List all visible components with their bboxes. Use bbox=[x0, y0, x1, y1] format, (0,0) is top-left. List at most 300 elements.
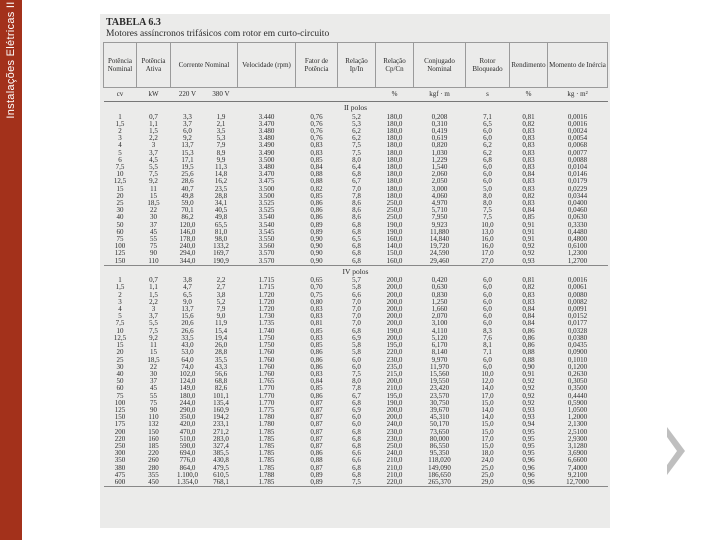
table-cell: 6,5 bbox=[352, 234, 361, 243]
table-cell: 200,0 bbox=[386, 290, 403, 299]
table-cell: 3.500 bbox=[258, 191, 275, 200]
table-cell: 0,83 bbox=[310, 305, 323, 314]
table-cell: 7,5 bbox=[115, 319, 125, 328]
table-cell: 250 bbox=[114, 441, 126, 450]
table-cell: 3.440 bbox=[258, 112, 275, 121]
unit-cell: 220 V bbox=[171, 88, 205, 102]
table-cell: 350 bbox=[114, 456, 126, 465]
table-cell: 200,0 bbox=[386, 276, 403, 285]
table-cell: 180,0 bbox=[386, 177, 403, 186]
table-cell: 294,0 bbox=[179, 249, 196, 258]
table-cell: 0,87 bbox=[310, 413, 323, 422]
table-cell: 6,8 bbox=[483, 155, 492, 164]
table-cell: 3,000 bbox=[431, 184, 448, 193]
table-cell: 0,82 bbox=[522, 119, 535, 128]
table-cell: 8,1 bbox=[483, 341, 492, 350]
table-cell: 90 bbox=[150, 249, 157, 258]
table-cell: 180,0 bbox=[179, 391, 196, 400]
table-cell: 4,7 bbox=[183, 283, 192, 292]
table-cell: 0,88 bbox=[310, 177, 323, 186]
table-cell: 0,86 bbox=[310, 206, 323, 215]
table-cell: 35,5 bbox=[214, 355, 228, 364]
table-cell: 0,830 bbox=[431, 290, 448, 299]
table-cell: 17,0 bbox=[481, 391, 494, 400]
table-cell: 6,0 bbox=[483, 290, 492, 299]
table-cell: 2,5100 bbox=[567, 427, 588, 436]
table-cell: 3,7 bbox=[149, 312, 158, 321]
table-cell: 230,0 bbox=[386, 434, 403, 443]
table-cell: 74,0 bbox=[181, 362, 194, 371]
table-cell: 1.785 bbox=[258, 427, 275, 436]
units-row bbox=[104, 88, 608, 102]
table-cell: 210,0 bbox=[386, 456, 403, 465]
table-cell: 60 bbox=[116, 227, 124, 236]
table-cell: 26,0 bbox=[214, 341, 228, 350]
table-cell: 7,1 bbox=[483, 112, 492, 121]
table-cell: 5,0 bbox=[483, 184, 492, 193]
table-cell: 6,0 bbox=[483, 134, 492, 143]
table-cell: 7,4000 bbox=[567, 463, 588, 472]
table-cell: 59,0 bbox=[181, 198, 194, 207]
table-cell: 4 bbox=[118, 141, 122, 150]
table-cell: 3,6900 bbox=[567, 449, 588, 458]
table-cell: 235,0 bbox=[386, 362, 403, 371]
table-cell: 350,0 bbox=[179, 413, 196, 422]
table-cell: 6,2 bbox=[352, 126, 361, 135]
table-cell: 0,0400 bbox=[567, 198, 588, 207]
table-cell: 0,83 bbox=[522, 134, 535, 143]
unit-cell: s bbox=[466, 88, 510, 102]
table-cell: 6,0 bbox=[483, 362, 492, 371]
table-cell: 14,840 bbox=[429, 234, 450, 243]
table-cell: 9,2100 bbox=[567, 470, 588, 479]
table-cell: 0,96 bbox=[522, 463, 535, 472]
table-cell: 0,96 bbox=[510, 479, 548, 487]
table-cell: 0,86 bbox=[310, 449, 323, 458]
column-header: Momento de Inércia bbox=[548, 43, 608, 88]
table-cell: 25 bbox=[116, 198, 124, 207]
table-cell: 0,0630 bbox=[567, 213, 588, 222]
table-cell: 180,0 bbox=[386, 134, 403, 143]
table-cell: 11 bbox=[150, 184, 157, 193]
table-cell: 1,2300 bbox=[567, 249, 588, 258]
table-cell: 0,93 bbox=[510, 258, 548, 266]
table-cell: 7,5 bbox=[483, 206, 492, 215]
table-cell: 0,83 bbox=[522, 297, 535, 306]
table-cell: 0,87 bbox=[310, 427, 323, 436]
table-cell: 15,560 bbox=[429, 369, 450, 378]
table-cell: 6,8 bbox=[352, 227, 361, 236]
table-cell: 0,0146 bbox=[567, 170, 588, 179]
table-cell: 2,1300 bbox=[567, 420, 588, 429]
table-cell: 75 bbox=[150, 398, 157, 407]
table-cell: 280 bbox=[148, 463, 159, 472]
table-cell: 9,9 bbox=[216, 155, 226, 164]
table-cell: 6,8 bbox=[352, 427, 361, 436]
table-cell: 0,0177 bbox=[567, 319, 588, 328]
unit-cell bbox=[338, 88, 376, 102]
table-cell: 0,90 bbox=[310, 242, 323, 251]
table-cell: 65,5 bbox=[214, 220, 228, 229]
table-cell: 1.780 bbox=[258, 413, 275, 422]
table-cell: 0,89 bbox=[310, 470, 323, 479]
table-cell: 7,5 bbox=[149, 170, 158, 179]
table-cell: 20 bbox=[116, 191, 124, 200]
table-cell: 0,96 bbox=[522, 470, 535, 479]
table-cell: 160,9 bbox=[213, 405, 229, 414]
table-cell: 0,83 bbox=[522, 198, 535, 207]
table-cell: 6,0 bbox=[352, 362, 361, 371]
table-cell: 30 bbox=[116, 206, 124, 215]
table-cell: 132 bbox=[148, 420, 159, 429]
table-cell: 10,0 bbox=[481, 369, 494, 378]
table-cell: 0,65 bbox=[310, 276, 323, 285]
table-cell: 1 bbox=[118, 276, 122, 285]
table-cell: 124,0 bbox=[179, 377, 196, 386]
table-cell: 6,0 bbox=[352, 355, 361, 364]
table-cell: 3.475 bbox=[258, 177, 275, 186]
table-cell: 7,5 bbox=[483, 213, 492, 222]
table-cell: 86,2 bbox=[181, 213, 194, 222]
table-cell: 5,8 bbox=[352, 283, 361, 292]
table-cell: 0,83 bbox=[522, 141, 535, 150]
table-cell: 1,2000 bbox=[567, 413, 588, 422]
table-cell: 6,0 bbox=[483, 170, 492, 179]
table-cell: 1.785 bbox=[258, 449, 275, 458]
table-cell: 150 bbox=[148, 427, 159, 436]
table-cell: 0,89 bbox=[310, 220, 323, 229]
table-cell: 0,76 bbox=[310, 119, 323, 128]
table-cell: 0,95 bbox=[522, 434, 535, 443]
table-cell: 0,0435 bbox=[567, 341, 588, 350]
table-cell: 200,0 bbox=[386, 333, 403, 342]
table-cell: 8,6 bbox=[352, 213, 361, 222]
table-cell: 4 bbox=[118, 305, 122, 314]
table-cell: 0,85 bbox=[522, 213, 535, 222]
table-cell: 6,0 bbox=[352, 420, 361, 429]
table-cell: 0,92 bbox=[522, 377, 535, 386]
table-cell: 1.760 bbox=[258, 362, 275, 371]
table-cell: 0,88 bbox=[310, 170, 323, 179]
table-cell: 6,2 bbox=[483, 141, 492, 150]
table-cell: 1.780 bbox=[258, 420, 275, 429]
table-cell: 1.785 bbox=[258, 463, 275, 472]
table-cell: 149,0 bbox=[179, 384, 196, 393]
table-cell: 0,0088 bbox=[567, 155, 588, 164]
table-cell: 2,2 bbox=[149, 297, 158, 306]
table-cell: 6,6600 bbox=[567, 456, 588, 465]
column-header: Potência Ativa bbox=[137, 43, 171, 88]
table-cell: 10 bbox=[116, 326, 124, 335]
table-cell: 5,2 bbox=[352, 112, 361, 121]
table-cell: 40 bbox=[116, 369, 124, 378]
table-cell: 0,80 bbox=[310, 297, 323, 306]
table-cell: 20,6 bbox=[181, 319, 194, 328]
table-cell: 2 bbox=[118, 126, 122, 135]
table-cell: 135,4 bbox=[213, 398, 229, 407]
table-cell: 0,3330 bbox=[567, 220, 588, 229]
table-cell: 3.560 bbox=[258, 242, 275, 251]
table-cell: 8,0 bbox=[483, 198, 492, 207]
table-cell: 470,0 bbox=[179, 427, 196, 436]
table-cell: 475 bbox=[114, 470, 126, 479]
table-cell: 0,83 bbox=[310, 141, 323, 150]
unit-cell bbox=[238, 88, 296, 102]
table-cell: 194,2 bbox=[213, 413, 229, 422]
table-cell: 0,82 bbox=[522, 283, 535, 292]
table-cell: 28,8 bbox=[214, 191, 228, 200]
table-cell: 7,5 bbox=[352, 369, 361, 378]
table-cell: 175 bbox=[114, 420, 126, 429]
table-cell: 694,0 bbox=[179, 449, 196, 458]
table-cell: 240,0 bbox=[179, 242, 196, 251]
table-cell: 0,208 bbox=[431, 112, 448, 121]
next-slide-button[interactable] bbox=[664, 425, 688, 477]
table-cell: 233,1 bbox=[213, 420, 229, 429]
table-cell: 140,0 bbox=[386, 242, 403, 251]
table-cell: 0,0054 bbox=[567, 134, 588, 143]
section-heading: IV polos bbox=[342, 266, 369, 276]
table-cell: 17,0 bbox=[481, 249, 494, 258]
table-cell: 380 bbox=[114, 463, 126, 472]
table-cell: 23,570 bbox=[429, 391, 450, 400]
table-cell: 0,70 bbox=[310, 283, 323, 292]
table-cell: 25,6 bbox=[181, 170, 194, 179]
table-cell: 0,85 bbox=[310, 384, 323, 393]
table-cell: 2,9300 bbox=[567, 434, 588, 443]
table-cell: 13,0 bbox=[481, 227, 494, 236]
table-cell: 0,86 bbox=[522, 326, 535, 335]
table-cell: 0,90 bbox=[310, 234, 323, 243]
table-cell: 0,93 bbox=[522, 413, 535, 422]
column-header: Rendimento bbox=[510, 43, 548, 88]
table-cell: 1,5 bbox=[149, 290, 158, 299]
table-cell: 0,90 bbox=[310, 249, 323, 258]
unit-cell bbox=[296, 88, 338, 102]
table-cell: 75 bbox=[150, 242, 157, 251]
table-cell: 23,420 bbox=[429, 384, 450, 393]
table-cell: 100 bbox=[114, 242, 126, 251]
table-cell: 1,030 bbox=[431, 148, 448, 157]
table-cell: 0,0082 bbox=[567, 297, 588, 306]
table-cell: 9,2 bbox=[149, 177, 158, 186]
table-cell: 0,0091 bbox=[567, 305, 588, 314]
table-cell: 1.788 bbox=[258, 470, 275, 479]
table-cell: 17,1 bbox=[181, 155, 194, 164]
table-cell: 190,9 bbox=[205, 258, 238, 266]
table-cell: 0,0328 bbox=[567, 326, 588, 335]
table-cell: 230,0 bbox=[386, 355, 403, 364]
table-cell: 6,5 bbox=[483, 119, 492, 128]
table-cell: 3,5 bbox=[216, 126, 226, 135]
table-cell: 15 bbox=[150, 191, 157, 200]
table-cell: 250,0 bbox=[386, 441, 403, 450]
table-cell: 776,0 bbox=[179, 456, 196, 465]
table-cell: 1.770 bbox=[258, 384, 275, 393]
table-cell: 0,7 bbox=[149, 112, 158, 121]
table-cell: 0,95 bbox=[522, 449, 535, 458]
table-cell: 17,0 bbox=[481, 434, 494, 443]
table-cell: 3.480 bbox=[258, 162, 275, 171]
table-cell: 385,5 bbox=[213, 449, 229, 458]
table-cell: 0,4440 bbox=[567, 391, 588, 400]
table-cell: 1,0500 bbox=[567, 405, 588, 414]
table-cell: 200,0 bbox=[386, 297, 403, 306]
table-cell: 14,0 bbox=[481, 384, 494, 393]
table-cell: 45 bbox=[150, 227, 157, 236]
table-cell: 43,0 bbox=[181, 341, 194, 350]
table-cell: 0,93 bbox=[522, 405, 535, 414]
table-cell: 40,5 bbox=[214, 206, 228, 215]
table-cell: 19,720 bbox=[429, 242, 450, 251]
table-cell: 0,630 bbox=[431, 283, 448, 292]
table-cell: 8,140 bbox=[431, 348, 448, 357]
table-cell: 0,89 bbox=[296, 479, 338, 487]
table-cell: 169,7 bbox=[213, 249, 229, 258]
table-cell: 768,1 bbox=[205, 479, 238, 487]
table-cell: 7,0 bbox=[352, 305, 361, 314]
table-cell: 28,8 bbox=[214, 348, 228, 357]
table-cell: 5,7 bbox=[352, 276, 361, 285]
section-heading-row bbox=[104, 102, 608, 114]
table-cell: 6,0 bbox=[483, 126, 492, 135]
table-cell: 0,0460 bbox=[567, 206, 588, 215]
table-cell: 180,0 bbox=[386, 170, 403, 179]
table-cell: 0,1200 bbox=[567, 362, 588, 371]
table-cell: 45 bbox=[150, 384, 157, 393]
table-cell: 180,0 bbox=[386, 184, 403, 193]
table-cell: 0,4800 bbox=[567, 234, 588, 243]
table-cell: 200,0 bbox=[386, 312, 403, 321]
table-cell: 81,0 bbox=[214, 227, 228, 236]
table-cell: 1.765 bbox=[258, 377, 275, 386]
table-cell: 5,3 bbox=[352, 119, 361, 128]
table-cell: 0,95 bbox=[522, 427, 535, 436]
table-cell: 1.770 bbox=[258, 398, 275, 407]
table-cell: 9,2 bbox=[149, 333, 158, 342]
table-cell: 6,9 bbox=[352, 405, 361, 414]
table-cell: 6,2 bbox=[352, 134, 361, 143]
table-cell: 0,3500 bbox=[567, 384, 588, 393]
table-cell: 15,0 bbox=[481, 441, 494, 450]
table-cell: 30 bbox=[116, 362, 124, 371]
table-cell: 220,0 bbox=[386, 348, 403, 357]
table-cell: 6,6 bbox=[352, 290, 361, 299]
table-cell: 3.570 bbox=[258, 249, 275, 258]
table-cell: 195,0 bbox=[386, 341, 403, 350]
table-cell: 7,0 bbox=[352, 312, 361, 321]
table-cell: 95,350 bbox=[429, 449, 450, 458]
table-cell: 3,3 bbox=[183, 112, 192, 121]
table-cell: 6,4 bbox=[352, 162, 361, 171]
table-cell: 5,8 bbox=[352, 341, 361, 350]
header-row bbox=[104, 43, 608, 88]
table-cell: 3.500 bbox=[258, 184, 275, 193]
table-cell: 185 bbox=[148, 441, 159, 450]
table-cell: 283,0 bbox=[213, 434, 229, 443]
table-row bbox=[104, 479, 608, 487]
table-cell: 220 bbox=[148, 449, 159, 458]
table-cell: 0,88 bbox=[310, 456, 323, 465]
table-cell: 12,5 bbox=[113, 333, 127, 342]
table-cell: 49,8 bbox=[181, 191, 194, 200]
unit-cell: 380 V bbox=[205, 88, 238, 102]
table-cell: 5,5 bbox=[149, 162, 158, 171]
table-cell: 0,310 bbox=[431, 119, 448, 128]
table-cell: 200,0 bbox=[386, 377, 403, 386]
table-cell: 6,7 bbox=[352, 391, 361, 400]
table-scan bbox=[100, 14, 610, 528]
column-header: Relação Ip/In bbox=[338, 43, 376, 88]
table-cell: 2,7 bbox=[216, 283, 226, 292]
table-cell: 133,2 bbox=[213, 242, 229, 251]
table-cell: 7,0 bbox=[352, 297, 361, 306]
table-cell: 90 bbox=[150, 405, 157, 414]
table-cell: 29,0 bbox=[466, 479, 510, 487]
table-cell: 12,0 bbox=[481, 377, 494, 386]
unit-cell: kg · m² bbox=[548, 88, 608, 102]
table-cell: 40,7 bbox=[181, 184, 194, 193]
table-cell: 610,5 bbox=[213, 470, 229, 479]
table-cell: 0,86 bbox=[310, 198, 323, 207]
unit-cell: kW bbox=[137, 88, 171, 102]
table-cell: 6,0 bbox=[483, 276, 492, 285]
column-header: Fator de Potência bbox=[296, 43, 338, 88]
table-cell: 3.470 bbox=[258, 170, 275, 179]
table-cell: 110 bbox=[148, 413, 159, 422]
table-cell: 344,0 bbox=[171, 258, 205, 266]
table-cell: 6,8 bbox=[338, 258, 376, 266]
table-cell: 8,0 bbox=[483, 191, 492, 200]
table-cell: 0,92 bbox=[522, 242, 535, 251]
table-cell: 0,84 bbox=[310, 162, 323, 171]
table-cell: 0,84 bbox=[522, 170, 535, 179]
table-cell: 0,84 bbox=[522, 206, 535, 215]
column-header: Velocidade (rpm) bbox=[238, 43, 296, 88]
table-cell: 34,1 bbox=[214, 198, 228, 207]
table-cell: 6 bbox=[118, 155, 122, 164]
table-cell: 0,84 bbox=[522, 312, 535, 321]
table-cell: 50 bbox=[116, 220, 124, 229]
table-cell: 0,87 bbox=[310, 463, 323, 472]
table-cell: 6,0 bbox=[483, 297, 492, 306]
table-cell: 190,0 bbox=[386, 220, 403, 229]
table-cell: 2,2 bbox=[216, 276, 226, 285]
table-cell: 190,0 bbox=[386, 398, 403, 407]
table-cell: 271,2 bbox=[213, 427, 229, 436]
table-cell: 250,0 bbox=[386, 213, 403, 222]
table-cell: 0,5900 bbox=[567, 398, 588, 407]
table-cell: 12,7000 bbox=[548, 479, 608, 487]
table-cell: 180,0 bbox=[386, 155, 403, 164]
table-cell: 146,0 bbox=[179, 227, 196, 236]
table-cell: 12,5 bbox=[113, 177, 127, 186]
table-cell: 5 bbox=[118, 312, 122, 321]
table-cell: 0,86 bbox=[522, 333, 535, 342]
table-cell: 18,5 bbox=[147, 355, 160, 364]
table-cell: 125 bbox=[114, 405, 126, 414]
table-cell: 0,1010 bbox=[567, 355, 588, 364]
table-cell: 210,0 bbox=[386, 463, 403, 472]
chevron-right-icon bbox=[664, 425, 688, 477]
table-cell: 3.480 bbox=[258, 126, 275, 135]
table-cell: 6,8 bbox=[352, 326, 361, 335]
table-cell: 6,0 bbox=[483, 177, 492, 186]
table-cell: 1.760 bbox=[258, 369, 275, 378]
table-cell: 7,5 bbox=[149, 326, 158, 335]
table-cell: 30 bbox=[150, 213, 157, 222]
table-cell: 45,310 bbox=[429, 413, 450, 422]
